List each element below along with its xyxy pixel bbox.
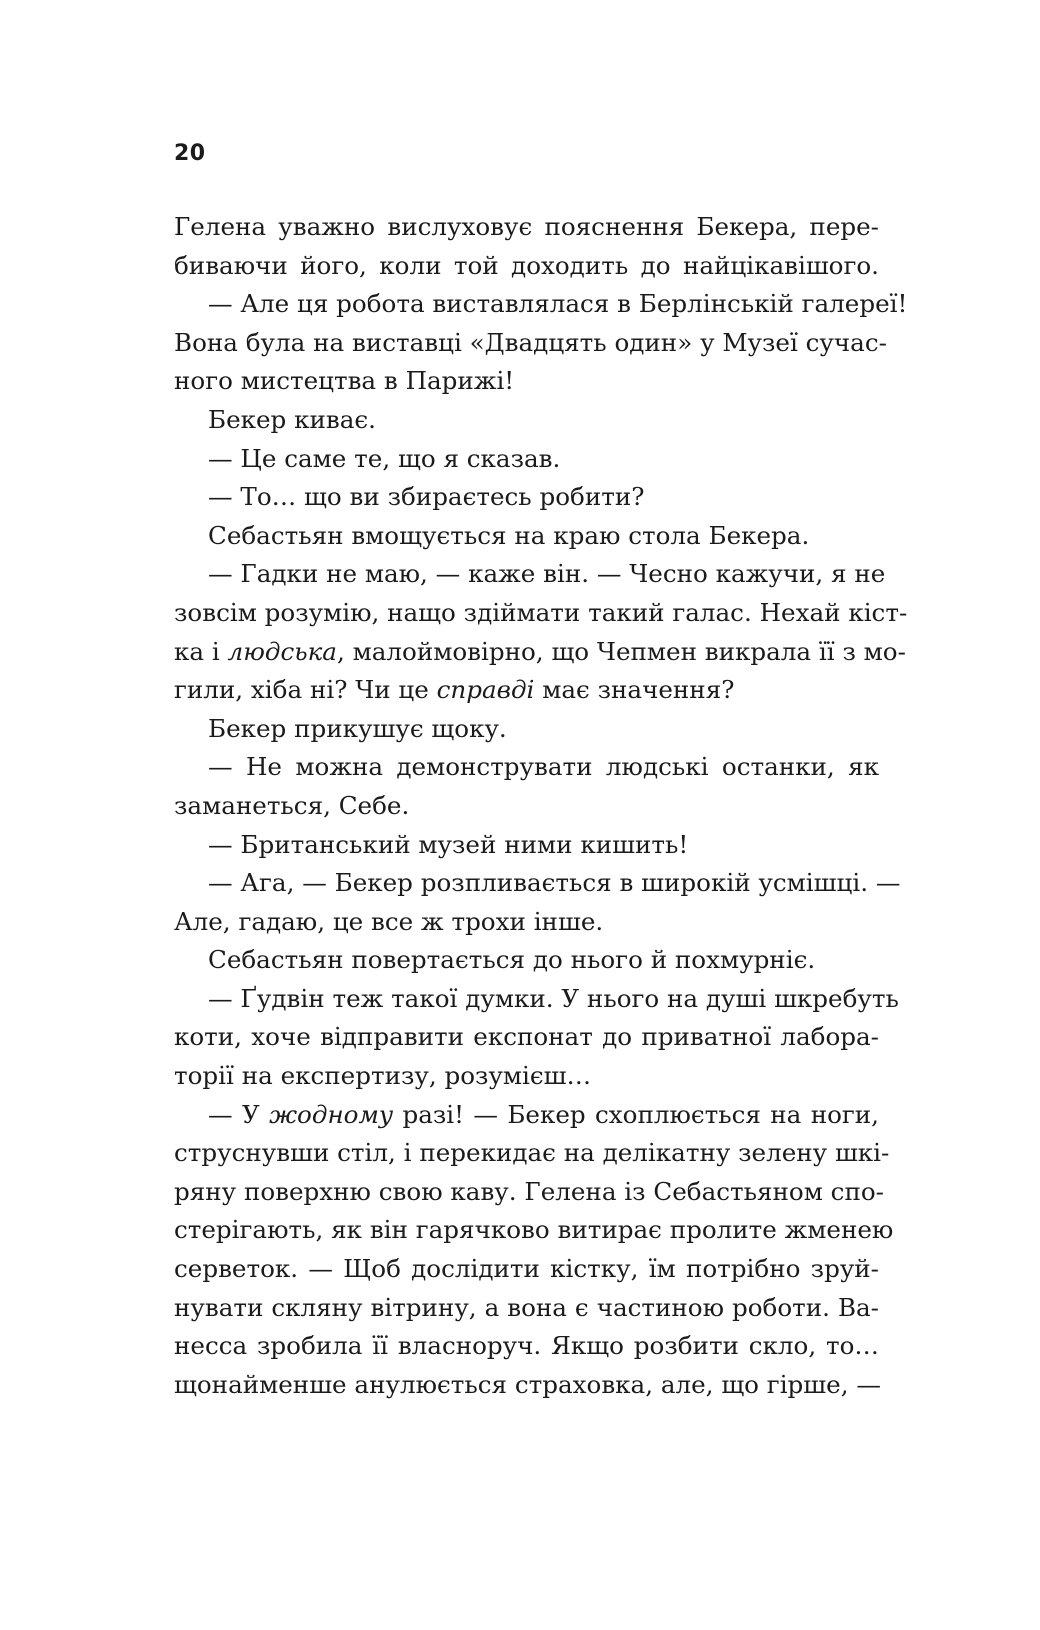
body-text bbox=[174, 208, 908, 1404]
text-line: — Ґудвін теж такої думки. У нього на душі шкребуть bbox=[208, 983, 899, 1013]
text-line: коти, хоче відправити експонат до приватної лабора- bbox=[174, 1022, 879, 1052]
text-line: ряну поверхню свою каву. Гелена із Себастьяном спо- bbox=[174, 1176, 884, 1206]
text-line: нувати скляну вітрину, а вона є частиною роботи. Ва- bbox=[174, 1292, 879, 1322]
text-line: Себастьян вмощується на краю стола Бекера. bbox=[208, 520, 810, 550]
text-line: заманеться, Себе. bbox=[174, 790, 410, 820]
italic-word: жодному bbox=[269, 1099, 394, 1129]
text-line: — Не можна демонструвати людські останки, як bbox=[208, 752, 879, 782]
text-line: Але, гадаю, це все ж трохи інше. bbox=[174, 906, 604, 936]
page-number: 20 bbox=[174, 141, 206, 166]
text-line: биваючи його, коли той доходить до найцікавішого. bbox=[174, 250, 879, 280]
text-line: ного мистецтва в Парижі! bbox=[174, 366, 515, 396]
text-line: — То… що ви збираєтесь робити? bbox=[208, 482, 645, 512]
text-line: Бекер прикушує щоку. bbox=[208, 713, 507, 743]
text-line: гили, хіба ні? Чи це справді має значення? bbox=[174, 675, 735, 705]
text-line: щонайменше анулюється страховка, але, що гірше, — bbox=[174, 1369, 881, 1399]
text-line: Бекер киває. bbox=[208, 404, 376, 434]
text-line: торії на експертизу, розумієш… bbox=[174, 1061, 592, 1091]
text-line: — Ага, — Бекер розпливається в широкій усмішці. — bbox=[208, 868, 901, 898]
text-line: — Це саме те, що я сказав. bbox=[208, 443, 561, 473]
text-line: струснувши стіл, і перекидає на делікатну зелену шкі- bbox=[174, 1138, 890, 1168]
italic-word: справді bbox=[436, 675, 535, 705]
text-line: стерігають, як він гарячково витирає пролите жменею bbox=[174, 1215, 894, 1245]
text-line: — Британський музей ними кишить! bbox=[208, 829, 689, 859]
italic-word: людська bbox=[227, 636, 337, 666]
text-line: — Але ця робота виставлялася в Берлінській галереї! bbox=[208, 289, 908, 319]
text-line: — Гадки не маю, — каже він. — Чесно кажучи, я не bbox=[208, 559, 886, 589]
text-line: серветок. — Щоб дослідити кістку, їм потрібно зруй- bbox=[174, 1254, 879, 1284]
text-line: Гелена уважно вислуховує пояснення Бекера, пере- bbox=[174, 212, 879, 241]
text-line: Себастьян повертається до нього й похмурніє. bbox=[208, 945, 816, 975]
text-line: Вона була на виставці «Двадцять один» у Музеї сучас- bbox=[174, 327, 887, 357]
text-line: ка і людська, малоймовірно, що Чепмен викрала її з мо- bbox=[174, 636, 906, 666]
text-line: — У жодному разі! — Бекер схоплюється на ноги, bbox=[208, 1099, 879, 1129]
text-line: зовсім розумію, нащо здіймати такий галас. Нехай кіст- bbox=[174, 597, 908, 627]
text-line: несса зробила її власноруч. Якщо розбити скло, то… bbox=[174, 1331, 879, 1361]
